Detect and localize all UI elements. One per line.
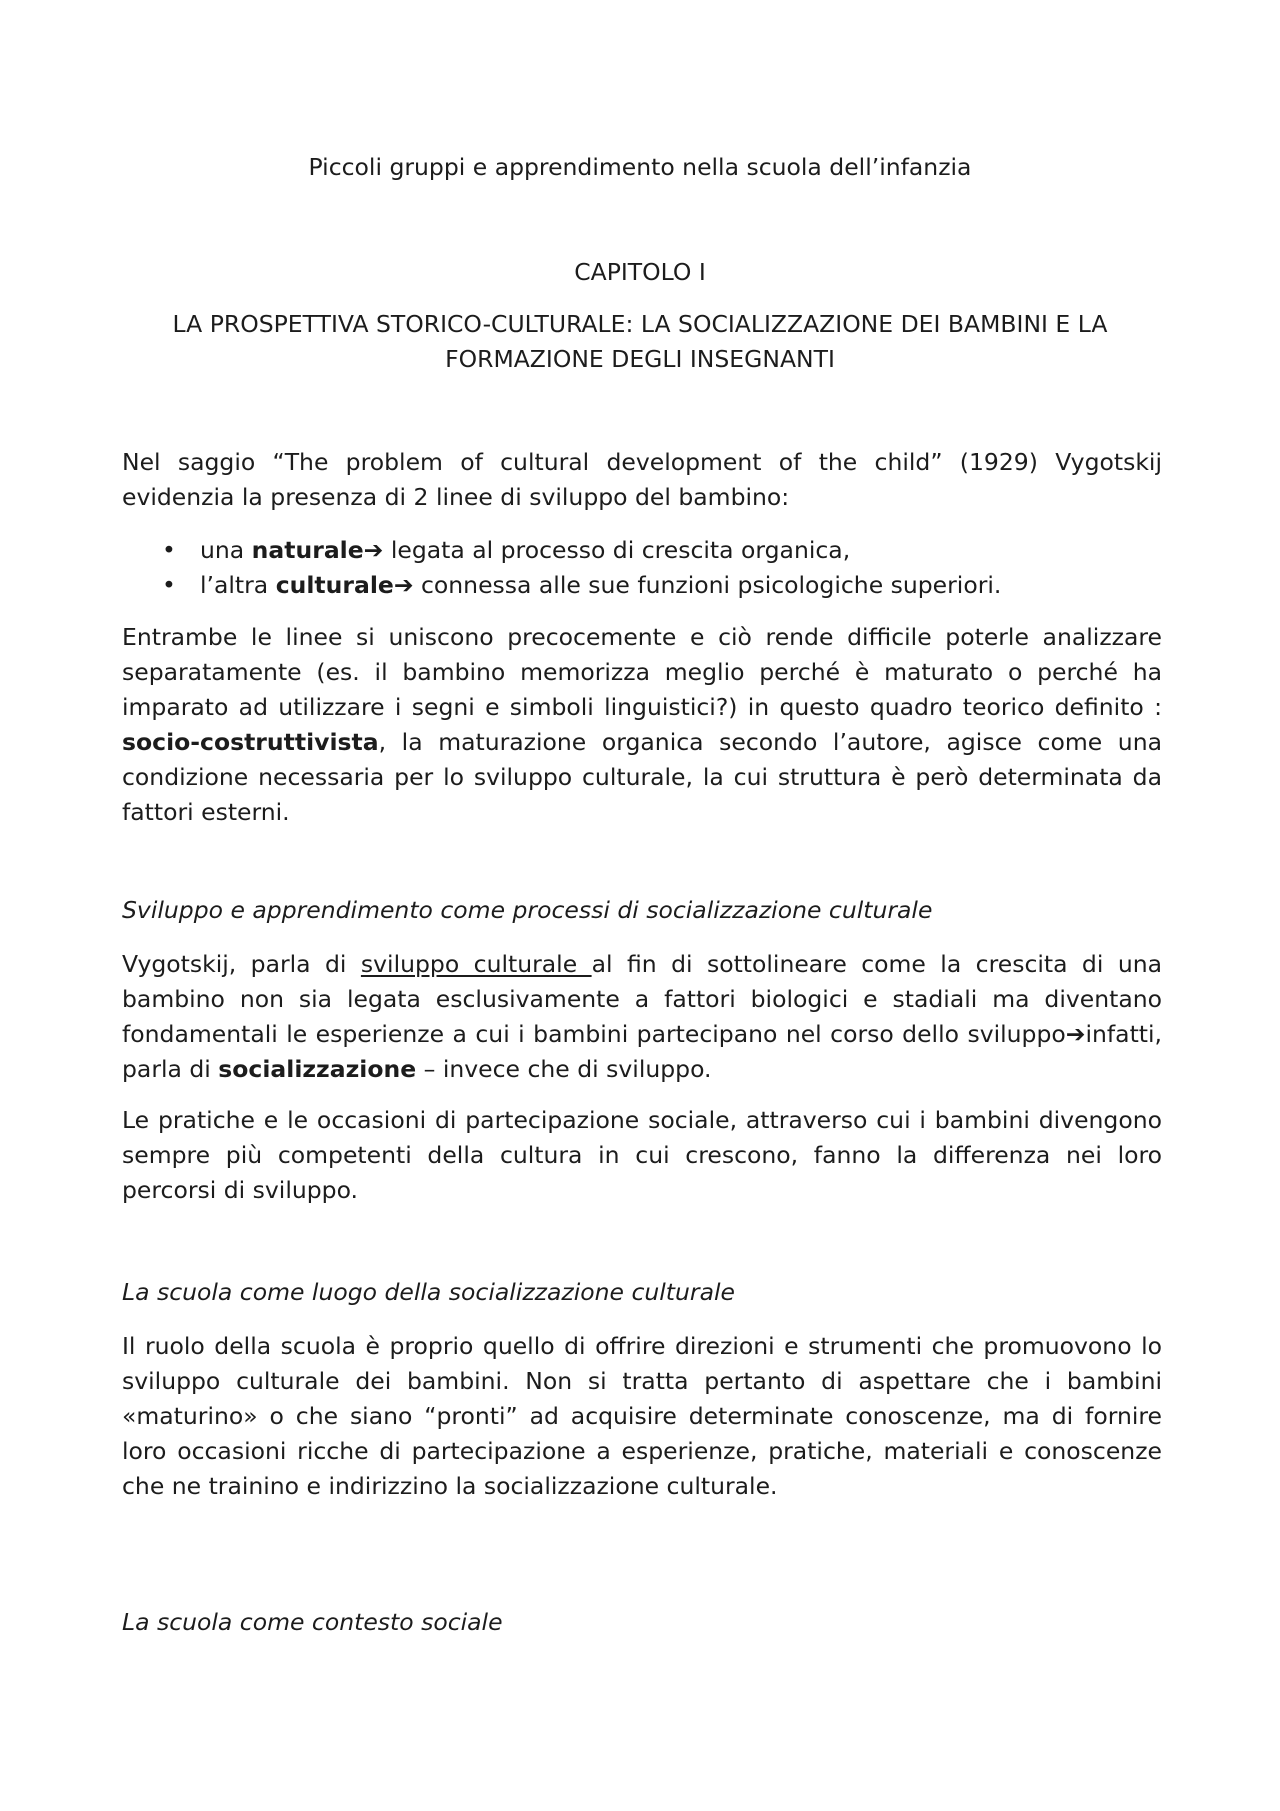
development-lines-list [122,533,1162,603]
arrow-icon: ➔ [1065,1020,1086,1048]
paragraph-text: Entrambe le linee si uniscono precocemente e ciò rende difficile poterle analizzare separatamente (es. il bambino memorizza meglio perché è maturato o perché ha imparato ad utilizzare i segni e simboli linguistici?) in questo quadro teorico definito : [122,623,1162,721]
list-item-text: connessa alle sue funzioni psicologiche superiori. [413,571,1002,599]
list-item-keyword: culturale [275,571,394,599]
list-item [122,568,1162,603]
paragraph-keyword: socio-costruttivista [122,728,379,756]
list-item [122,533,1162,568]
arrow-icon: ➔ [393,571,414,599]
paragraph-text: Vygotskij, parla di [122,950,361,978]
chapter-title-line-1: LA PROSPETTIVA STORICO-CULTURALE: LA SOCIALIZZAZIONE DEI BAMBINI E LA [172,310,1108,338]
list-item-keyword: naturale [251,536,364,564]
paragraph-keyword: socializzazione [218,1055,417,1083]
section-heading-scuola-luogo: La scuola come luogo della socializzazione culturale [122,1278,735,1306]
paragraph-text: – invece che di sviluppo. [416,1055,712,1083]
document-title: Piccoli gruppi e apprendimento nella scuola dell’infanzia [308,153,972,181]
section-heading-scuola-contesto: La scuola come contesto sociale [122,1608,503,1636]
paragraph-pratiche: Le pratiche e le occasioni di partecipazione sociale, attraverso cui i bambini divengono sempre più competenti della cultura in cui crescono, fanno la differenza nei loro percorsi di sviluppo. [122,1106,1162,1204]
list-item-text: l’altra [200,571,276,599]
underlined-term: sviluppo culturale [360,950,592,978]
paragraph-ruolo-scuola: Il ruolo della scuola è proprio quello di offrire direzioni e strumenti che promuovono lo sviluppo culturale dei bambini. Non si tratta pertanto di aspettare che i bambini «maturino» o che siano “pronti” ad acquisire determinate conoscenze, ma di fornire loro occasioni ricche di partecipazione a esperienze, pratiche, materiali e conoscenze che ne trainino e indirizzino la socializzazione culturale. [122,1332,1162,1500]
paragraph-text: infatti, parla di [122,1020,1162,1083]
list-item-text: una [200,536,252,564]
chapter-title [120,307,1160,377]
bullet-icon: • [162,536,176,564]
paragraph-sviluppo-culturale [122,947,1162,1087]
paragraph-text: , la maturazione organica secondo l’autore, agisce come una condizione necessaria per lo sviluppo culturale, la cui struttura è però determinata da fattori esterni. [122,728,1162,826]
paragraph-socio-costruttivista [122,620,1162,830]
section-heading-sviluppo: Sviluppo e apprendimento come processi di socializzazione culturale [122,896,933,924]
chapter-number: CAPITOLO I [574,258,706,286]
chapter-title-line-2: FORMAZIONE DEGLI INSEGNANTI [445,345,835,373]
list-item-text: legata al processo di crescita organica, [383,536,851,564]
paragraph-text: al fin di sottolineare come la crescita di una bambino non sia legata esclusivamente a fattori biologici e stadiali ma diventano fondamentali le esperienze a cui i bambini partecipano nel corso dello sviluppo [122,950,1163,1048]
intro-paragraph: Nel saggio “The problem of cultural development of the child” (1929) Vygotskij evidenzia la presenza di 2 linee di sviluppo del bambino: [122,448,1162,511]
bullet-icon: • [162,571,176,599]
arrow-icon: ➔ [363,536,384,564]
